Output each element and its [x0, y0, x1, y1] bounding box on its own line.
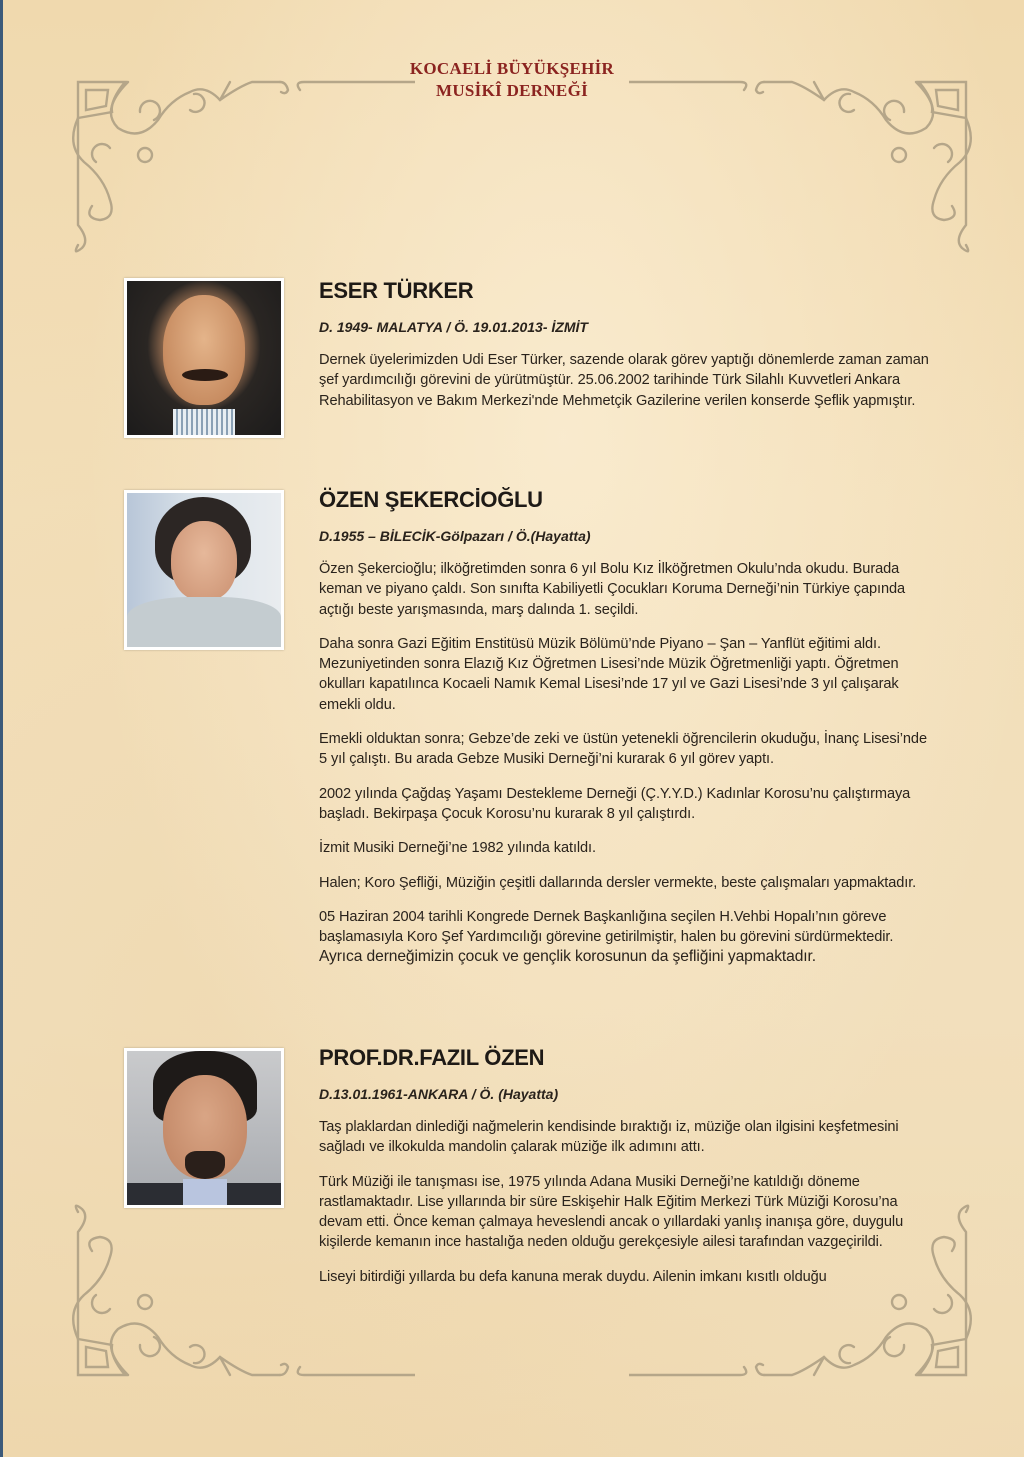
- association-masthead: [0, 58, 1024, 102]
- masthead-line-2: MUSİKÎ DERNEĞİ: [435, 81, 589, 100]
- bio-paragraph: Emekli olduktan sonra; Gebze’de zeki ve üstün yetenekli öğrencilerin okuduğu, İnanç Lisesi’nde 5 yıl çalıştı. Bu arada Gebze Musiki Derneği’ni kurarak 6 yıl görev yaptı.: [319, 731, 927, 768]
- masthead-line-1: KOCAELİ BÜYÜKŞEHİR: [409, 59, 615, 78]
- person-name: PROF.DR.FAZIL ÖZEN: [319, 1045, 545, 1070]
- bio-paragraph: Halen; Koro Şefliği, Müziğin çeşitli dallarında dersler vermekte, beste çalışmaları yapmaktadır.: [319, 874, 917, 891]
- bio-paragraph: Türk Müziği ile tanışması ise, 1975 yılında Adana Musiki Derneği’ne katıldığı döneme rastlamaktadır. Lise yıllarında bir süre Eskişehir Halk Eğitim Merkezi Türk Müziği Korosu’na devam etti. Önce keman çalmaya heveslendi ancak o yıllardaki yanlış inanışa göre, duygulu kişilerde kemanın ince hastalığa neden olduğu gerekçesiyle ailesi tarafından vazgeçirildi.: [319, 1173, 904, 1251]
- person-name: ÖZEN ŞEKERCİOĞLU: [319, 487, 543, 512]
- bio-paragraph: İzmit Musiki Derneği’ne 1982 yılında katıldı.: [319, 840, 596, 857]
- bio-closing-line: Ayrıca derneğimizin çocuk ve gençlik korosunun da şefliğini yapmaktadır.: [319, 948, 816, 966]
- portrait-photo: [124, 1048, 284, 1208]
- bio-paragraph: Daha sonra Gazi Eğitim Enstitüsü Müzik Bölümü’nde Piyano – Şan – Yanflüt eğitimi aldı. Mezuniyetinden sonra Elazığ Kız Öğretmen Lisesi’nde Müzik Öğretmenliği yaptı. Öğretmen okulları kapatılınca Kocaeli Namık Kemal Lisesi’nde 17 yıl ve Gazi Lisesi’nde 3 yıl çalışarak emekli oldu.: [319, 635, 899, 713]
- bio-paragraph: 05 Haziran 2004 tarihli Kongrede Dernek Başkanlığına seçilen H.Vehbi Hopalı’nın göreve başlamasıyla Koro Şef Yardımcılığı görevine getirilmiştir, halen bu görevini sürdürmektedir.: [319, 908, 894, 946]
- birth-death-dates: D. 1949- MALATYA / Ö. 19.01.2013- İZMİT: [319, 319, 588, 335]
- bio-paragraph: Taş plaklardan dinlediği nağmelerin kendisinde bıraktığı iz, müziğe olan ilgisini keşfetmesini sağladı ve ilkokulda mandolin çalarak müziğe ilk adımını attı.: [319, 1119, 899, 1156]
- portrait-photo: [124, 490, 284, 650]
- bio-paragraph: Özen Şekercioğlu; ilköğretimden sonra 6 yıl Bolu Kız İlköğretmen Okulu’nda okudu. Burada keman ve piyano çaldı. Son sınıfta Kabiliyetli Çocukları Koruma Derneği’nin Türkiye çapında açtığı beste yarışmasında, marş dalında 1. seçildi.: [319, 561, 906, 618]
- bio-paragraph: Liseyi bitirdiği yıllarda bu defa kanuna merak duydu. Ailenin imkanı kısıtlı olduğu: [319, 1268, 827, 1285]
- birth-death-dates: D.1955 – BİLECİK-Gölpazarı / Ö.(Hayatta): [319, 528, 591, 544]
- bio-paragraph: 2002 yılında Çağdaş Yaşamı Destekleme Derneği (Ç.Y.Y.D.) Kadınlar Korosu’nu çalıştırmaya başladı. Bekirpaşa Çocuk Korosu’nu kurarak 8 yıl çalıştırdı.: [319, 785, 911, 822]
- birth-death-dates: D.13.01.1961-ANKARA / Ö. (Hayatta): [319, 1086, 559, 1102]
- portrait-photo: [124, 278, 284, 438]
- bio-paragraph: Dernek üyelerimizden Udi Eser Türker, sazende olarak görev yaptığı dönemlerde zaman zaman şef yardımcılığı görevini de yürütmüştür. 25.06.2002 tarihinde Türk Silahlı Kuvvetleri Ankara Rehabilitasyon ve Bakım Merkezi'nde Mehmetçik Gazilerine verilen konserde Şeflik yapmıştır.: [319, 352, 929, 409]
- person-name: ESER TÜRKER: [319, 278, 474, 303]
- page-edge-strip: [0, 0, 3, 1457]
